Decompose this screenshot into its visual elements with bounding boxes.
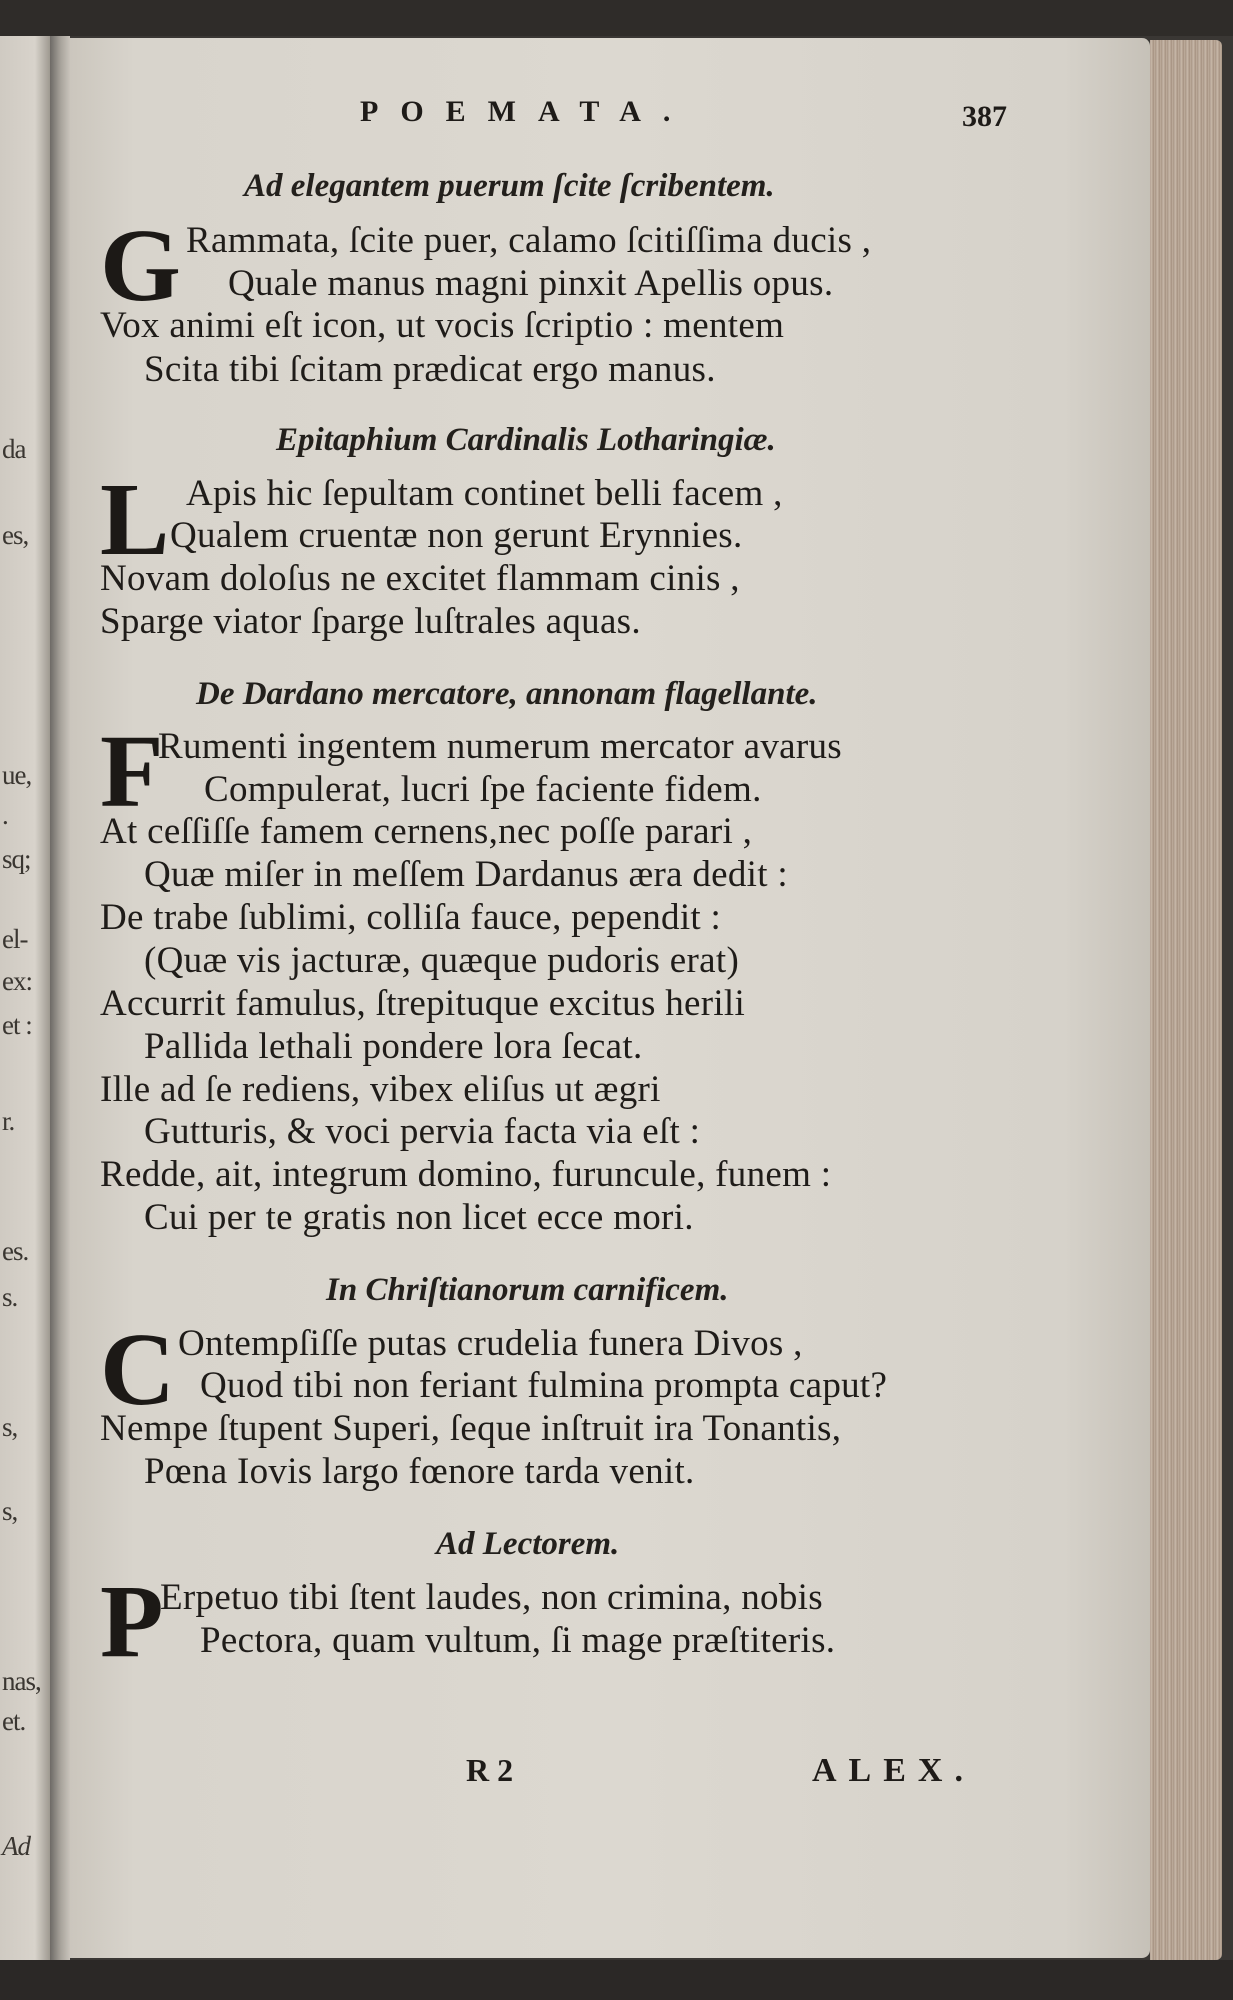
verse-line: Rumenti ingentem numerum mercator avarus	[158, 726, 842, 767]
book-top-edge	[0, 0, 1233, 36]
verse-line: Sparge viator ſparge luſtrales aquas.	[100, 601, 641, 642]
previous-page-fragment: s,	[2, 1496, 18, 1526]
verse-line: Scita tibi ſcitam prædicat ergo manus.	[144, 349, 716, 390]
verse-line: At ceſſiſſe famem cernens,nec poſſe parari ,	[100, 811, 753, 852]
poem-title: Ad elegantem puerum ſcite ſcribentem.	[244, 168, 775, 204]
poem-title: De Dardano mercatore, annonam flagellante.	[196, 676, 818, 712]
previous-page-fragment: es.	[2, 1236, 29, 1266]
previous-page-fragment: s,	[2, 1412, 18, 1442]
previous-page-fragment: el-	[2, 924, 28, 954]
verse-line: Ontempſiſſe putas crudelia funera Divos ,	[178, 1323, 803, 1364]
verse-line: Compulerat, lucri ſpe faciente fidem.	[204, 769, 762, 810]
drop-capital: F	[100, 714, 164, 829]
previous-page-fragment: ex:	[2, 966, 32, 996]
verse-line: (Quæ vis jacturæ, quæque pudoris erat)	[144, 940, 740, 981]
poem-title: In Chriſtianorum carnificem.	[326, 1272, 729, 1308]
verse-line: Pectora, quam vultum, ſi mage præſtiteris.	[200, 1620, 836, 1661]
previous-page-fragment: ue,	[2, 760, 32, 790]
verse-line: Qualem cruentæ non gerunt Erynnies.	[170, 515, 743, 556]
verse-line: Accurrit famulus, ſtrepituque excitus herili	[100, 983, 746, 1024]
page-block-edges	[1150, 40, 1222, 1960]
verse-line: Quale manus magni pinxit Apellis opus.	[228, 263, 834, 304]
signature-mark: R 2	[466, 1752, 514, 1788]
catchword: ALEX.	[812, 1752, 975, 1789]
previous-page-fragment: et :	[2, 1010, 32, 1040]
previous-page-fragment: r.	[2, 1106, 15, 1136]
previous-page-fragment: Ad	[2, 1831, 30, 1861]
verse-line: Quæ miſer in meſſem Dardanus æra dedit :	[144, 854, 788, 895]
verse-line: Pallida lethali pondere lora ſecat.	[144, 1026, 643, 1067]
previous-page-fragment: es,	[2, 520, 29, 550]
verse-line: Gutturis, & voci pervia facta via eſt :	[144, 1111, 701, 1152]
verse-line: Nempe ſtupent Superi, ſeque inſtruit ira Tonantis,	[100, 1408, 842, 1449]
verse-line: Redde, ait, integrum domino, furuncule, funem :	[100, 1154, 832, 1195]
verse-line: Ille ad ſe rediens, vibex eliſus ut ægri	[100, 1069, 661, 1110]
book-bottom-edge	[0, 1960, 1233, 2000]
verse-line: Rammata, ſcite puer, calamo ſcitiſſima ducis ,	[186, 220, 872, 261]
book-gutter	[50, 36, 70, 1966]
verse-line: De trabe ſublimi, colliſa fauce, pependit :	[100, 897, 722, 938]
previous-page-fragment: nas,	[2, 1666, 41, 1696]
drop-capital: P	[100, 1564, 164, 1679]
verse-line: Novam doloſus ne excitet flammam cinis ,	[100, 558, 740, 599]
previous-page-fragment: da	[2, 434, 26, 464]
verse-line: Pœna Iovis largo fœnore tarda venit.	[144, 1451, 695, 1492]
drop-capital: L	[100, 462, 170, 577]
poem-title: Epitaphium Cardinalis Lotharingiæ.	[276, 422, 776, 458]
previous-page-fragment: et.	[2, 1706, 26, 1736]
verse-line: Vox animi eſt icon, ut vocis ſcriptio : mentem	[100, 305, 785, 346]
poem-title: Ad Lectorem.	[436, 1526, 620, 1562]
running-head: POEMATA.	[360, 95, 693, 128]
drop-capital: G	[100, 208, 181, 323]
verse-line: Erpetuo tibi ſtent laudes, non crimina, nobis	[160, 1577, 823, 1618]
verse-line: Quod tibi non feriant fulmina prompta caput?	[200, 1365, 888, 1406]
previous-page-fragment: s.	[2, 1282, 18, 1312]
previous-page-fragment: .	[2, 800, 8, 830]
previous-page-fragment: sq;	[2, 844, 31, 874]
verse-line: Apis hic ſepultam continet belli facem ,	[186, 473, 783, 514]
page-number: 387	[962, 100, 1007, 133]
verse-line: Cui per te gratis non licet ecce mori.	[144, 1197, 694, 1238]
previous-page-edge	[0, 36, 50, 1966]
drop-capital: C	[100, 1312, 176, 1427]
